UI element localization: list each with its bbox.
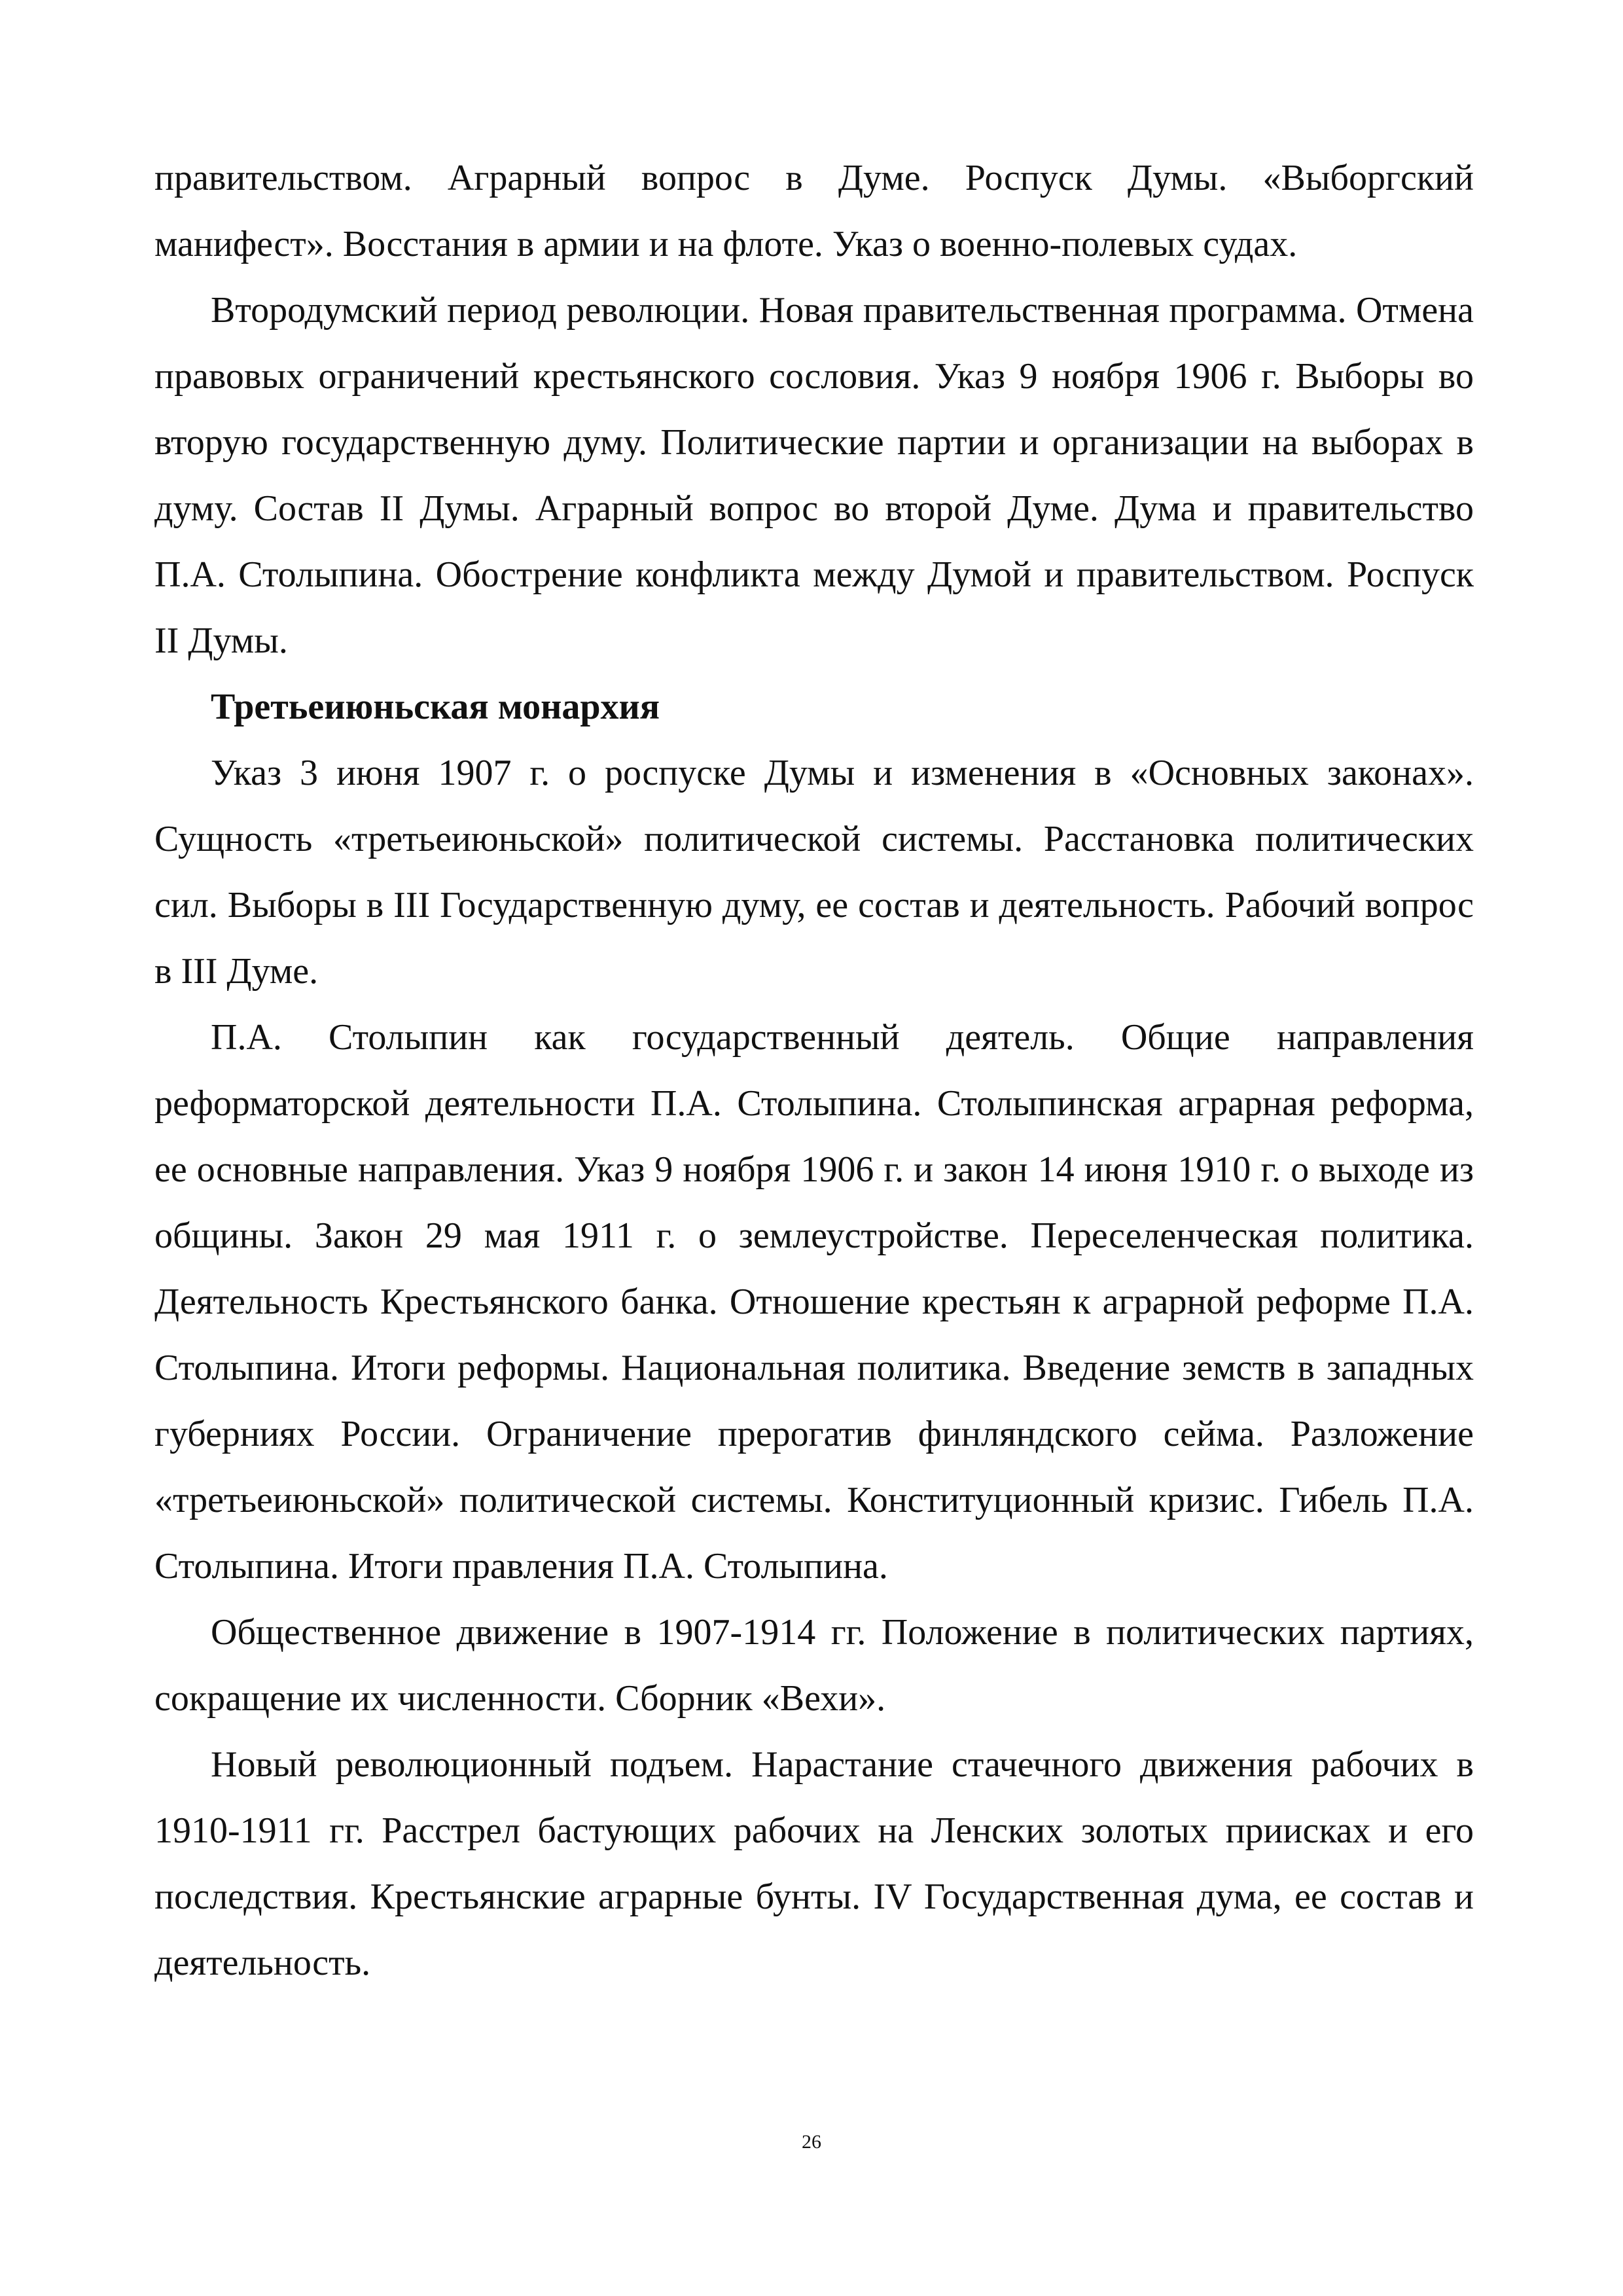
page-number: 26 bbox=[802, 2131, 821, 2153]
section-heading: Третьеиюньская монархия bbox=[211, 687, 660, 727]
paragraph-second-duma: Втородумский период революции. Новая правительственная программа. Отмена правовых ограничений крестьянского сословия. Указ 9 ноября 1906 г. Выборы во вторую государственную думу. Политические партии и организации на выборах в думу. Состав II Думы. Аграрный вопрос во второй Думе. Дума и правительство П.А. Столыпина. Обострение конфликта между Думой и правительством. Роспуск II Думы. bbox=[154, 290, 1474, 661]
paragraph-june-decree: Указ 3 июня 1907 г. о роспуске Думы и изменения в «Основных законах». Сущность «третьеиюньской» политической системы. Расстановка политических сил. Выборы в III Государственную думу, ее состав и деятельность. Рабочий вопрос в III Думе. bbox=[154, 753, 1474, 992]
paragraph-revolutionary-rise: Новый революционный подъем. Нарастание стачечного движения рабочих в 1910-1911 гг. Расстрел бастующих рабочих на Ленских золотых приисках и его последствия. Крестьянские аграрные бунты. IV Государственная дума, ее состав и деятельность. bbox=[154, 1744, 1474, 1983]
paragraph-continuation: правительством. Аграрный вопрос в Думе. Роспуск Думы. «Выборгский манифест». Восстания в армии и на флоте. Указ о военно-полевых судах. bbox=[154, 158, 1474, 264]
document-body bbox=[154, 145, 1474, 1996]
paragraph-stolypin: П.А. Столыпин как государственный деятель. Общие направления реформаторской деятельности П.А. Столыпина. Столыпинская аграрная реформа, ее основные направления. Указ 9 ноября 1906 г. и закон 14 июня 1910 г. о выходе из общины. Закон 29 мая 1911 г. о землеустройстве. Переселенческая политика. Деятельность Крестьянского банка. Отношение крестьян к аграрной реформе П.А. Столыпина. Итоги реформы. Национальная политика. Введение земств в западных губерниях России. Ограничение прерогатив финляндского сейма. Разложение «третьеиюньской» политической системы. Конституционный кризис. Гибель П.А. Столыпина. Итоги правления П.А. Столыпина. bbox=[154, 1017, 1474, 1587]
paragraph-social-movement: Общественное движение в 1907-1914 гг. Положение в политических партиях, сокращение их численности. Сборник «Вехи». bbox=[154, 1612, 1474, 1719]
